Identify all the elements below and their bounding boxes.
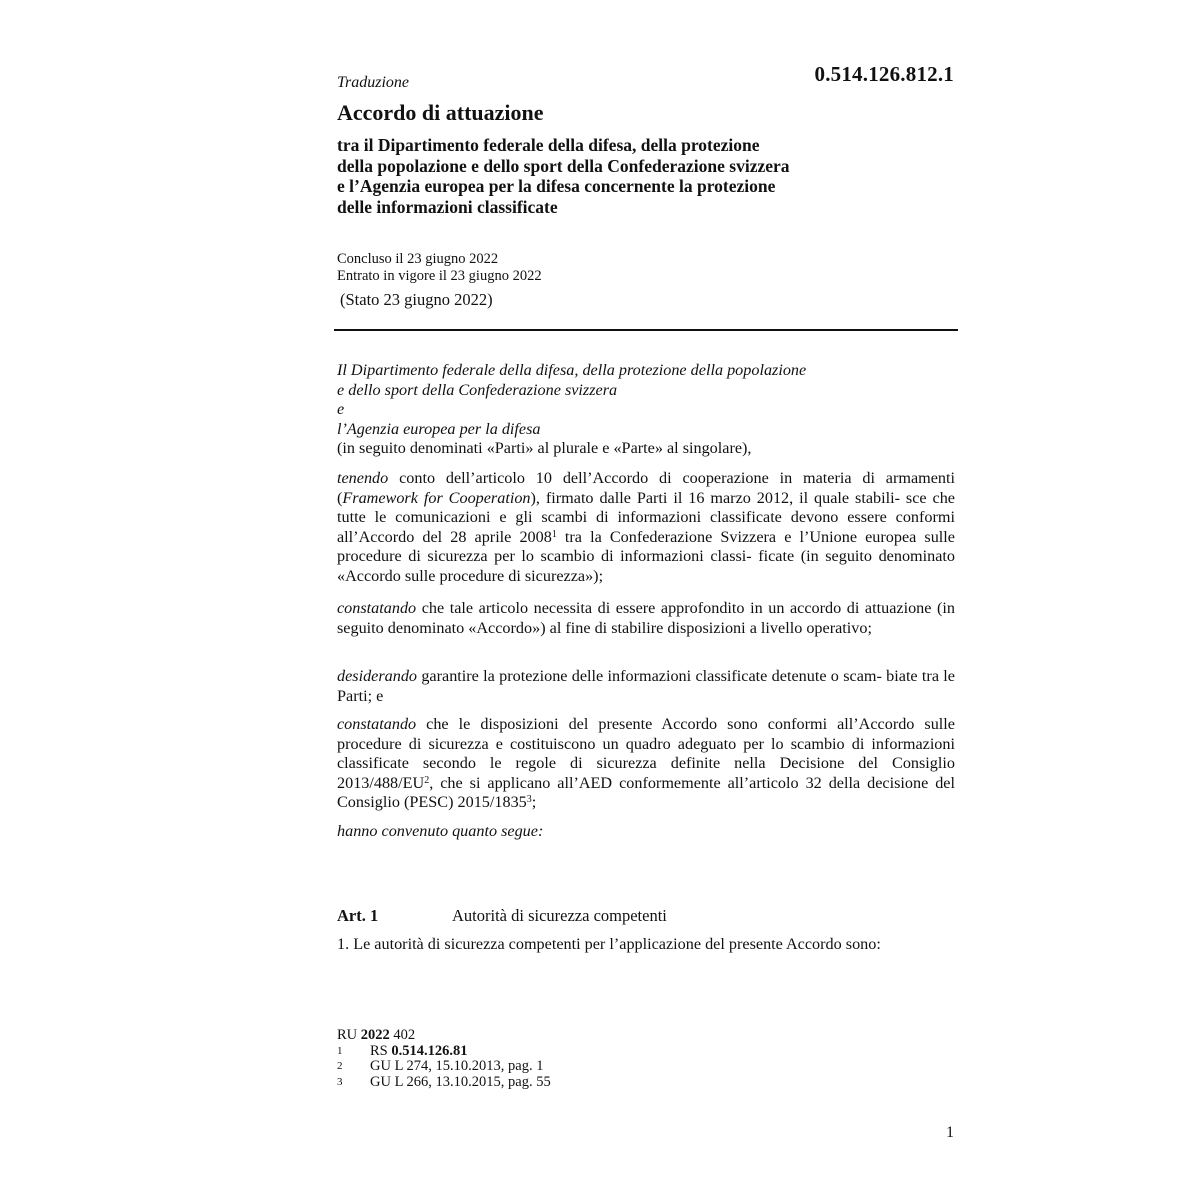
page-number: 1 <box>946 1124 954 1141</box>
article-title: Autorità di sicurezza competenti <box>452 906 667 925</box>
footnote-number: 1 <box>337 1044 343 1057</box>
document-title: Accordo di attuazione <box>337 100 544 125</box>
party-1-line: e dello sport della Confederazione svizzera <box>337 380 618 399</box>
footnote <box>337 1059 955 1075</box>
paragraph-lead: tenendo <box>337 469 389 487</box>
conjunction: e <box>337 400 345 418</box>
paragraph-text: , che si applicano all’AED conformemente all’articolo 32 della decisione del Consiglio (PESC) 2015/1835 <box>337 773 955 811</box>
party-2: l’Agenzia europea per la difesa <box>337 419 541 438</box>
entry-into-force-date: Entrato in vigore il 23 giugno 2022 <box>337 267 542 284</box>
paragraph-text: garantire la protezione delle informazioni classificate detenute o scam- biate tra le Parti; e <box>337 667 955 705</box>
footnote-text: GU L 274, 15.10.2013, pag. 1 <box>370 1058 544 1074</box>
parties-block <box>337 361 955 459</box>
ru-year: 2022 <box>360 1027 390 1043</box>
subtitle-line: della popolazione e dello sport della Confederazione svizzera <box>337 155 790 176</box>
preamble-paragraph <box>337 715 955 813</box>
status-date: (Stato 23 giugno 2022) <box>340 290 493 309</box>
article-heading <box>337 906 955 926</box>
sr-number: 0.514.126.812.1 <box>814 62 954 86</box>
paragraph-italic-text: Framework for Cooperation <box>342 488 531 507</box>
footnote-ref[interactable]: 1 <box>551 528 557 540</box>
document-subtitle <box>337 135 897 217</box>
paragraph-text: conto dell’articolo 10 dell’Accordo di cooperazione in materia di armamenti ( <box>337 469 955 507</box>
ru-page: 402 <box>389 1027 416 1043</box>
paragraph-lead: constatando <box>337 715 417 733</box>
translation-label: Traduzione <box>337 74 410 91</box>
footnote-prefix: RS <box>370 1042 392 1059</box>
footnote <box>337 1044 955 1060</box>
paragraph-text: che tale articolo necessita di essere approfondito in un accordo di attuazione (in seguito denominato «Accordo») al fine di stabilire disposizioni a livello operativo; <box>337 599 955 637</box>
article-number: Art. 1 <box>337 906 379 925</box>
footnotes-block <box>337 1028 955 1090</box>
paragraph-text: ; <box>531 793 537 811</box>
preamble-paragraph <box>337 469 955 586</box>
subtitle-line: e l’Agenzia europea per la difesa concernente la protezione <box>337 176 776 196</box>
concluded-date: Concluso il 23 giugno 2022 <box>337 251 499 267</box>
footnote-ref[interactable]: 3 <box>526 794 532 805</box>
footnote <box>337 1075 955 1091</box>
denomination-note: (in seguito denominati «Parti» al plurale e «Parte» al singolare), <box>337 439 752 457</box>
footnote-text: GU L 266, 13.10.2015, pag. 55 <box>370 1073 551 1090</box>
preamble-paragraph <box>337 599 955 638</box>
paragraph-text: che le disposizioni del presente Accordo sono conformi all’Accordo sulle procedure di sicurezza e costituiscono un quadro adeguato per lo scambio di informazioni classificate secondo le regole di sicurezza definite nella Decisione del Consiglio 2013/488/EU <box>337 715 955 792</box>
footnote-number: 3 <box>337 1075 343 1088</box>
paragraph-text: tra la Confederazione Svizzera e l’Unione europea sulle procedure di sicurezza per lo scambio di informazioni classi- ficate (in seguito denominato «Accordo sulle procedure di sicurezza»); <box>337 527 955 585</box>
footnote-bold: 0.514.126.81 <box>391 1042 468 1059</box>
subtitle-line: delle informazioni classificate <box>337 196 558 217</box>
ru-prefix: RU <box>337 1027 361 1043</box>
paragraph-text: ), firmato dalle Parti il 16 marzo 2012, il quale stabili- sce che tutte le comunicazioni e gli scambi di informazioni classificate devono essere conformi all’Accordo del 28 aprile 2008 <box>337 488 955 546</box>
footnote-text <box>370 1044 468 1060</box>
preamble-paragraph <box>337 667 955 706</box>
header-divider <box>334 329 958 331</box>
paragraph-lead: constatando <box>337 599 417 617</box>
preamble-conclusion: hanno convenuto quanto segue: <box>337 822 544 840</box>
article-paragraph: 1. Le autorità di sicurezza competenti per l’applicazione del presente Accordo sono: <box>337 935 881 953</box>
dates-block <box>337 251 955 284</box>
ru-reference <box>337 1028 955 1044</box>
subtitle-line: tra il Dipartimento federale della difesa, della protezione <box>337 135 760 155</box>
party-1-line: Il Dipartimento federale della difesa, della protezione della popolazione <box>337 361 807 379</box>
paragraph-lead: desiderando <box>337 667 418 685</box>
footnote-ref[interactable]: 2 <box>424 774 430 786</box>
footnote-number: 2 <box>337 1060 343 1072</box>
